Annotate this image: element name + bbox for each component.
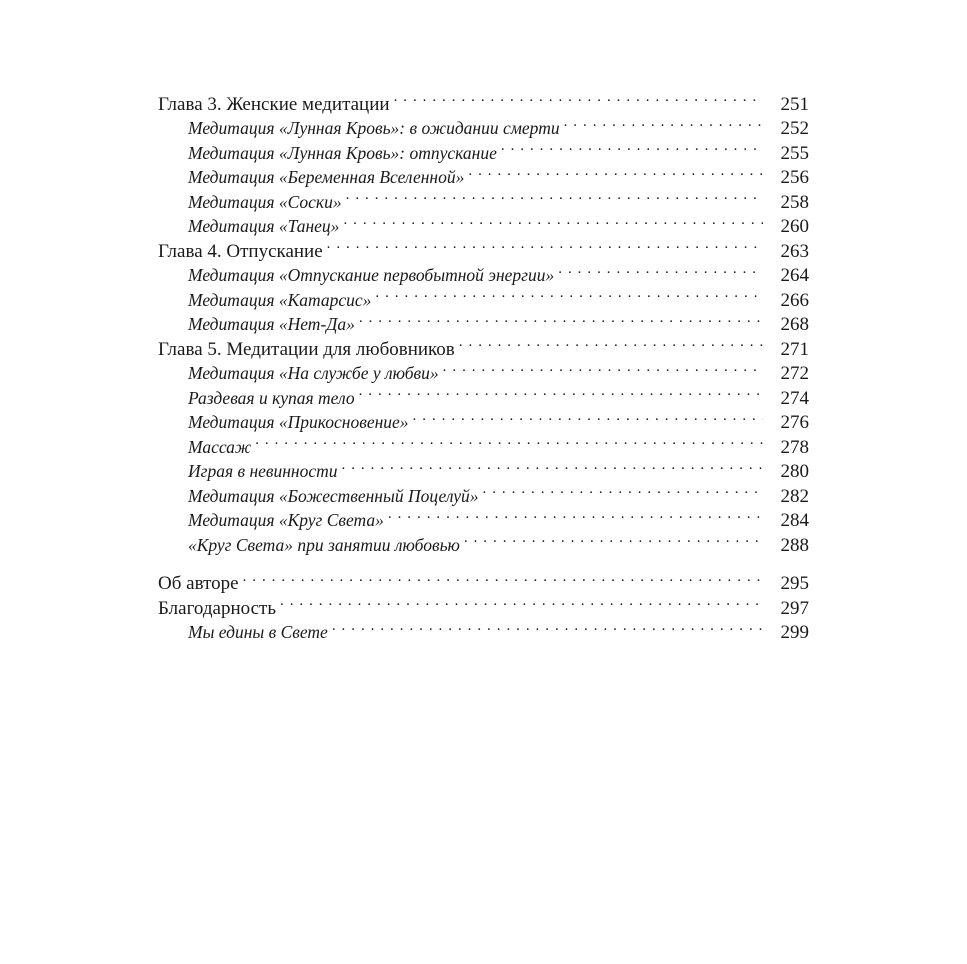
dot-leader bbox=[413, 404, 763, 429]
toc-entry-title: Массаж bbox=[188, 436, 252, 457]
dot-leader bbox=[483, 477, 763, 502]
toc-group-back-matter bbox=[158, 565, 809, 643]
toc-subentry bbox=[158, 428, 809, 458]
toc-entry-title: Благодарность bbox=[158, 597, 276, 619]
toc-entry-title: Глава 4. Отпускание bbox=[158, 240, 323, 262]
toc-page-number: 295 bbox=[780, 573, 809, 594]
toc-page-number: 284 bbox=[780, 510, 809, 531]
toc-page-number: 252 bbox=[780, 118, 809, 139]
toc-entry-title: Медитация «Лунная Кровь»: в ожидании смерти bbox=[188, 118, 560, 138]
toc-entry-title: Медитация «Беременная Вселенной» bbox=[188, 167, 465, 187]
toc-page-number: 272 bbox=[780, 363, 809, 384]
toc-page-number: 264 bbox=[780, 265, 809, 286]
toc-group-chapters bbox=[158, 85, 809, 556]
toc-page-number: 288 bbox=[780, 534, 809, 556]
toc-entry-title: Медитация «Отпускание первобытной энергии» bbox=[188, 265, 555, 285]
dot-leader bbox=[459, 330, 763, 355]
dot-leader bbox=[280, 589, 763, 614]
toc-page-number: 266 bbox=[780, 289, 809, 311]
dot-leader bbox=[332, 614, 763, 639]
dot-leader bbox=[359, 379, 763, 404]
dot-leader bbox=[443, 355, 763, 380]
toc-subentry bbox=[158, 453, 809, 482]
toc-entry-title: Медитация «Катарсис» bbox=[188, 289, 372, 310]
toc-entry-title: Глава 5. Медитации для любовников bbox=[158, 338, 455, 360]
toc-page-number: 258 bbox=[780, 191, 809, 213]
toc-page-number: 255 bbox=[780, 142, 809, 164]
dot-leader bbox=[464, 526, 763, 551]
toc-entry-title: Медитация «Круг Света» bbox=[188, 510, 384, 530]
toc-entry-title: Медитация «Прикосновение» bbox=[188, 412, 409, 432]
toc-page-number: 278 bbox=[780, 436, 809, 458]
toc-entry bbox=[158, 589, 809, 619]
dot-leader bbox=[468, 159, 763, 184]
toc-entry-title: Медитация «Нет-Да» bbox=[188, 314, 355, 334]
toc-entry-title: Медитация «Танец» bbox=[188, 216, 340, 236]
toc-entry-title: Медитация «Лунная Кровь»: отпускание bbox=[188, 142, 497, 163]
toc-entry-title: Играя в невинности bbox=[188, 461, 338, 481]
toc-page-number: 282 bbox=[780, 485, 809, 507]
toc-entry-title: Медитация «Божественный Поцелуй» bbox=[188, 485, 479, 506]
toc-entry bbox=[158, 85, 809, 115]
dot-leader bbox=[327, 232, 763, 257]
toc-page-number: 271 bbox=[780, 338, 809, 360]
toc-page-number: 297 bbox=[780, 597, 809, 619]
toc-page-number: 268 bbox=[780, 314, 809, 335]
dot-leader bbox=[342, 453, 763, 478]
dot-leader bbox=[394, 85, 763, 110]
toc-entry-title: Об авторе bbox=[158, 573, 239, 594]
dot-leader bbox=[243, 565, 763, 590]
toc-page-number: 256 bbox=[780, 167, 809, 188]
toc-page-number: 251 bbox=[780, 93, 809, 115]
dot-leader bbox=[343, 208, 763, 233]
dot-leader bbox=[255, 428, 763, 453]
dot-leader bbox=[359, 306, 763, 331]
toc-entry-title: Медитация «Соски» bbox=[188, 191, 342, 212]
toc-entry-title: Раздевая и купая тело bbox=[188, 387, 355, 408]
toc-page-number: 276 bbox=[780, 412, 809, 433]
dot-leader bbox=[558, 257, 763, 282]
dot-leader bbox=[346, 183, 763, 208]
toc-page-number: 260 bbox=[780, 216, 809, 237]
toc-entry bbox=[158, 565, 809, 594]
dot-leader bbox=[375, 281, 763, 306]
toc-entry-title: Мы едины в Свете bbox=[188, 622, 328, 642]
toc-entry-title: Глава 3. Женские медитации bbox=[158, 93, 390, 115]
toc-page-number: 299 bbox=[780, 622, 809, 643]
dot-leader bbox=[564, 110, 763, 135]
toc-page-number: 280 bbox=[780, 461, 809, 482]
toc-entry-title: «Круг Света» при занятии любовью bbox=[188, 534, 460, 555]
table-of-contents bbox=[158, 85, 809, 643]
toc-page-number: 263 bbox=[780, 240, 809, 262]
toc-entry-title: Медитация «На службе у любви» bbox=[188, 363, 439, 383]
dot-leader bbox=[388, 502, 763, 527]
toc-page-number: 274 bbox=[780, 387, 809, 409]
dot-leader bbox=[501, 134, 763, 159]
